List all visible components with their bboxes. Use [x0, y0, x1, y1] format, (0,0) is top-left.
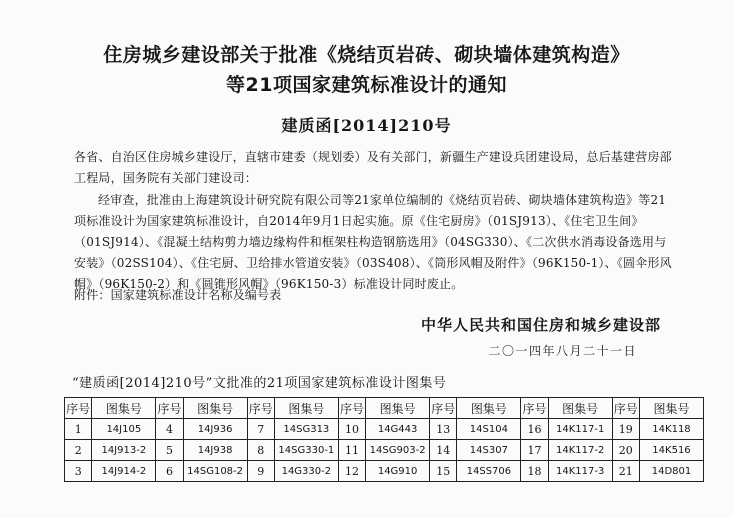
code-cell: 14J105 — [92, 419, 156, 440]
notice-title-line-1: 住房城乡建设部关于批准《烧结页岩砖、砌块墙体建筑构造》 — [103, 44, 630, 66]
serial-cell: 21 — [612, 461, 639, 482]
header-code: 图集号 — [366, 398, 430, 419]
table-caption: “建质函[2014]210号”文批准的21项国家建筑标准设计图集号 — [72, 376, 447, 391]
code-cell: 14SG108-2 — [183, 461, 247, 482]
serial-cell: 14 — [430, 440, 457, 461]
serial-cell: 9 — [247, 461, 274, 482]
header-serial: 序号 — [338, 398, 365, 419]
serial-cell: 16 — [521, 419, 548, 440]
header-serial: 序号 — [430, 398, 457, 419]
table-row — [65, 461, 704, 482]
serial-cell: 2 — [65, 440, 92, 461]
table-row — [65, 440, 704, 461]
serial-cell: 11 — [338, 440, 365, 461]
table-row — [65, 419, 704, 440]
document-number: 建质函[2014]210号 — [281, 116, 452, 135]
header-code: 图集号 — [92, 398, 156, 419]
code-cell: 14J914-2 — [92, 461, 156, 482]
code-cell: 14D801 — [639, 461, 703, 482]
code-cell: 14K516 — [639, 440, 703, 461]
body-paragraph: 经审查，批准由上海建筑设计研究院有限公司等21家单位编制的《烧结页岩砖、砌块墙体建筑构造》等21项标准设计为国家建筑标准设计，自2014年9月1日起实施。原《住宅厨房》（01SJ913）、《住宅卫生间》（01SJ914）、《混凝土结构剪力墙边缘构件和框架柱构造钢筋选用》（04SG330）、《二次供水消毒设备选用与安装》（02SS104）、《住宅厨、卫给排水管道安装》（03S408）、《筒形风帽及附件》（96K150-1）、《圆伞形风帽》（96K150-2）和《圆锥形风帽》（96K150-3）标准设计同时废止。 — [74, 193, 672, 291]
header-code: 图集号 — [274, 398, 338, 419]
serial-cell: 5 — [156, 440, 183, 461]
header-serial: 序号 — [156, 398, 183, 419]
standards-table — [64, 397, 704, 482]
serial-cell: 12 — [338, 461, 365, 482]
code-cell: 14G910 — [366, 461, 430, 482]
serial-cell: 6 — [156, 461, 183, 482]
serial-cell: 4 — [156, 419, 183, 440]
serial-cell: 3 — [65, 461, 92, 482]
code-cell: 14J936 — [183, 419, 247, 440]
issuing-authority: 中华人民共和国住房和城乡建设部 — [420, 316, 661, 334]
serial-cell: 15 — [430, 461, 457, 482]
code-cell: 14S104 — [457, 419, 521, 440]
serial-cell: 1 — [65, 419, 92, 440]
serial-cell: 10 — [338, 419, 365, 440]
code-cell: 14SG313 — [274, 419, 338, 440]
serial-cell: 7 — [247, 419, 274, 440]
code-cell: 14K117-3 — [548, 461, 612, 482]
serial-cell: 20 — [612, 440, 639, 461]
code-cell: 14K117-2 — [548, 440, 612, 461]
serial-cell: 8 — [247, 440, 274, 461]
code-cell: 14K118 — [639, 419, 703, 440]
notice-title-line-2: 等21项国家建筑标准设计的通知 — [226, 74, 507, 96]
header-code: 图集号 — [183, 398, 247, 419]
serial-cell: 18 — [521, 461, 548, 482]
header-serial: 序号 — [65, 398, 92, 419]
code-cell: 14S307 — [457, 440, 521, 461]
code-cell: 14G443 — [366, 419, 430, 440]
serial-cell: 13 — [430, 419, 457, 440]
header-code: 图集号 — [457, 398, 521, 419]
code-cell: 14SG903-2 — [366, 440, 430, 461]
addressees: 各省、自治区住房城乡建设厅，直辖市建委（规划委）及有关部门，新疆生产建设兵团建设局，总后基建营房部工程局，国务院有关部门建设司： — [74, 150, 672, 185]
code-cell: 14J938 — [183, 440, 247, 461]
table-header-row — [65, 398, 704, 419]
header-serial: 序号 — [247, 398, 274, 419]
serial-cell: 17 — [521, 440, 548, 461]
code-cell: 14J913-2 — [92, 440, 156, 461]
header-code: 图集号 — [548, 398, 612, 419]
header-serial: 序号 — [612, 398, 639, 419]
code-cell: 14G330-2 — [274, 461, 338, 482]
attachment-note: 附件：国家建筑标准设计名称及编号表 — [74, 288, 282, 302]
header-code: 图集号 — [639, 398, 703, 419]
code-cell: 14SS706 — [457, 461, 521, 482]
header-serial: 序号 — [521, 398, 548, 419]
serial-cell: 19 — [612, 419, 639, 440]
code-cell: 14SG330-1 — [274, 440, 338, 461]
code-cell: 14K117-1 — [548, 419, 612, 440]
issue-date: 二〇一四年八月二十一日 — [488, 344, 637, 358]
